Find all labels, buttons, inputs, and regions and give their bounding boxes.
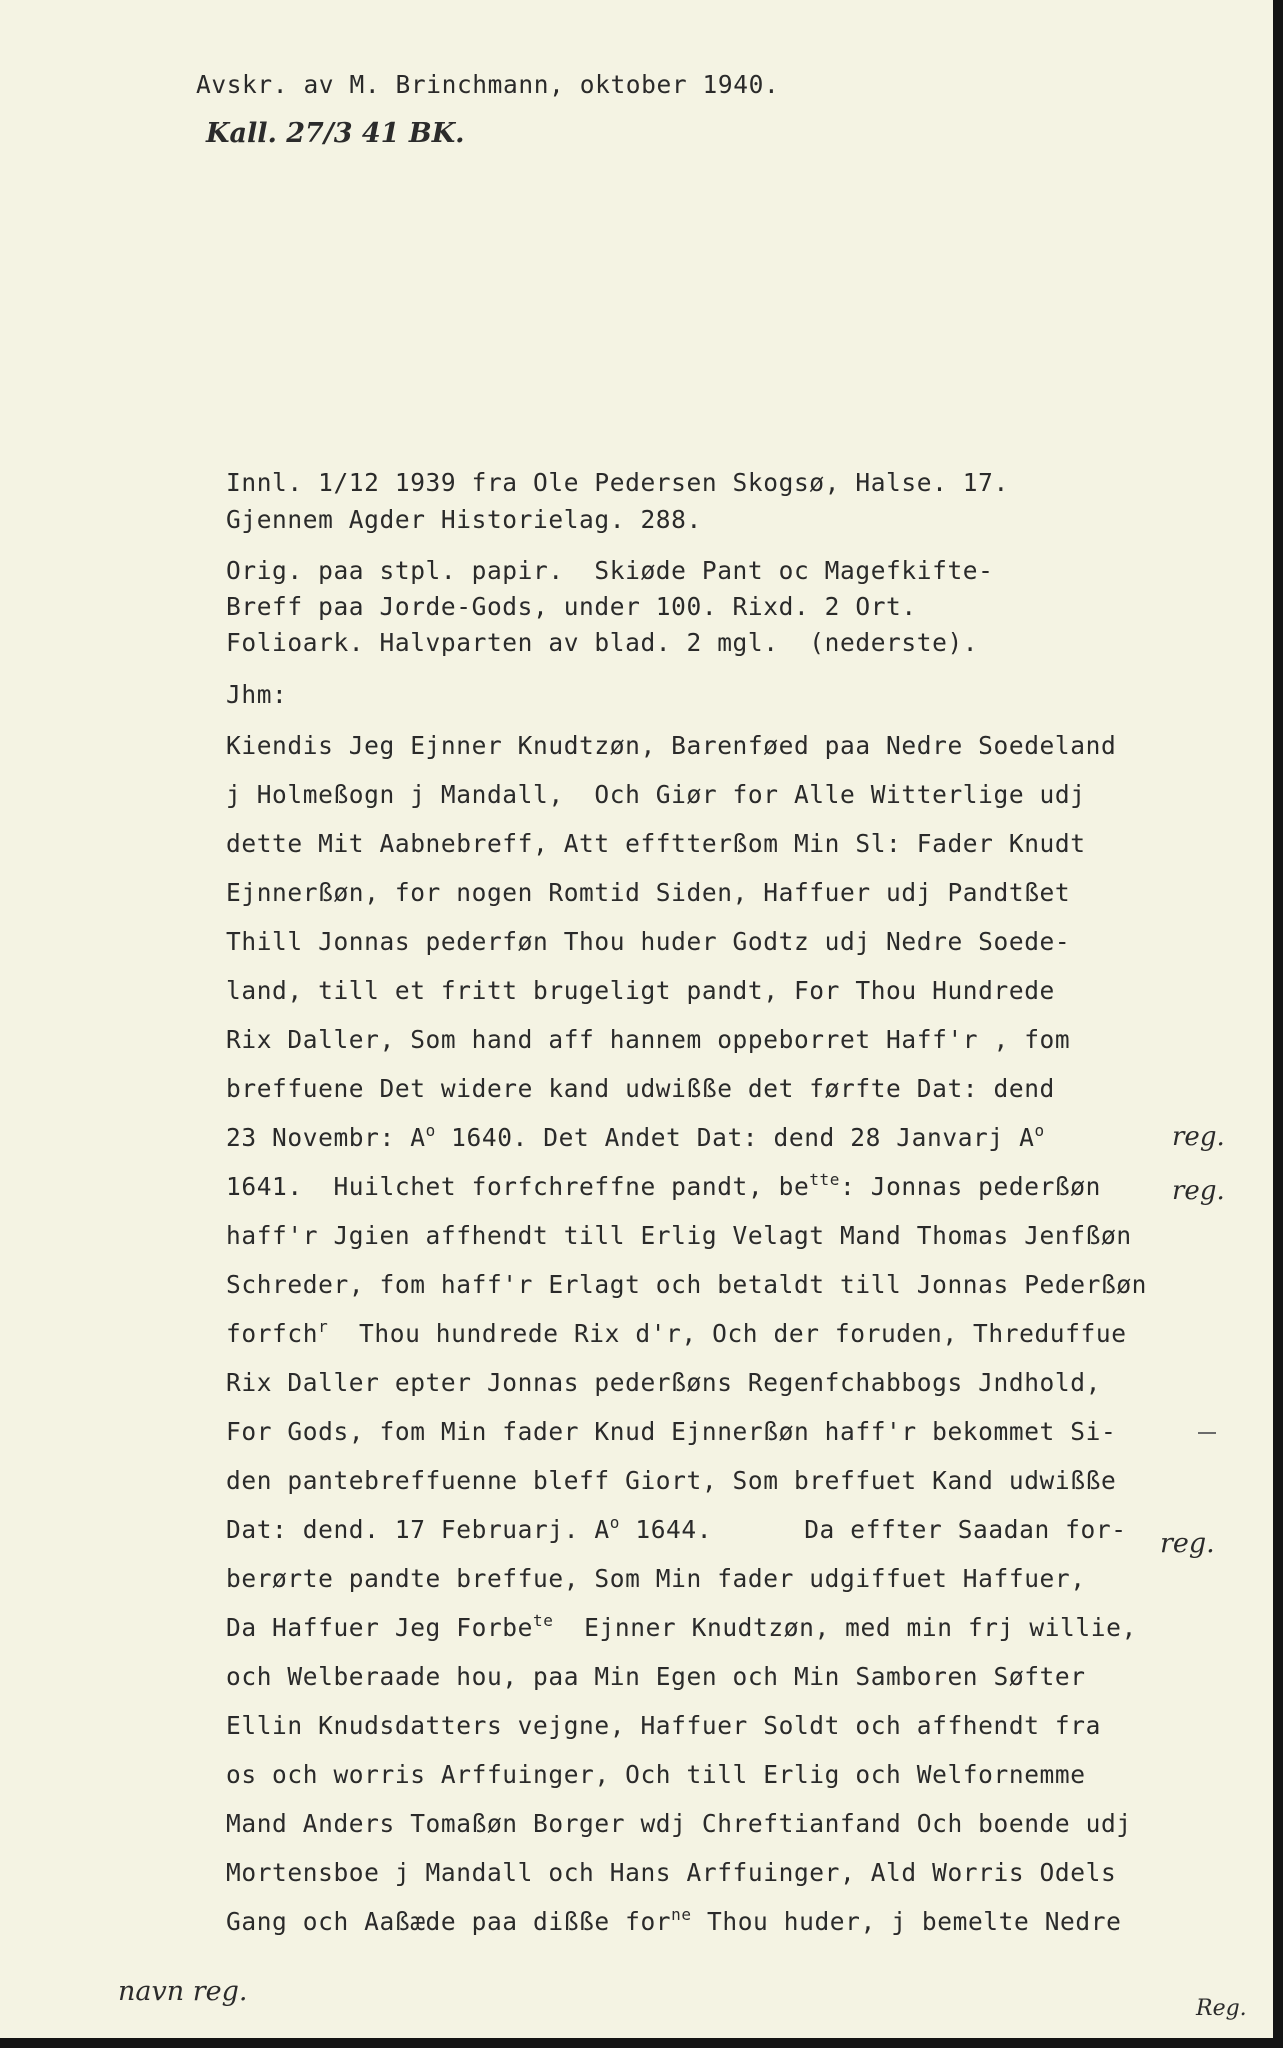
body-line: breffuene Det widere kand udwißße det førfte Dat: dend bbox=[226, 1074, 1055, 1103]
text-segment: Da Haffuer Jeg Forbe bbox=[226, 1613, 534, 1642]
body-line: Mortensboe j Mandall och Hans Arffuinger, Ald Worris Odels bbox=[226, 1858, 1117, 1887]
original-description-line-2: Breff paa Jorde-Gods, under 100. Rixd. 2 Ort. bbox=[226, 592, 917, 621]
jhm-label: Jhm: bbox=[226, 680, 288, 709]
text-segment: 1641. Huilchet forfchreffne pandt, be bbox=[226, 1172, 810, 1201]
superscript: r bbox=[318, 1317, 329, 1336]
body-line: Ejnnerßøn, for nogen Romtid Siden, Haffuer udj Pandtßet bbox=[226, 878, 1071, 907]
body-line: os och worris Arffuinger, Och till Erlig och Welfornemme bbox=[226, 1760, 1086, 1789]
original-description-line-3: Folioark. Halvparten av blad. 2 mgl. (nederste). bbox=[226, 628, 979, 657]
body-line: For Gods, fom Min fader Knud Ejnnerßøn haff'r bekommet Si- bbox=[226, 1417, 1117, 1446]
via-note: Gjennem Agder Historielag. 288. bbox=[226, 505, 702, 534]
receipt-note: Innl. 1/12 1939 fra Ole Pedersen Skogsø, Halse. 17. bbox=[226, 468, 1009, 497]
text-segment: forfch bbox=[226, 1319, 319, 1348]
handwritten-collation-note: Kall. 27/3 41 BK. bbox=[206, 118, 465, 149]
body-line: dette Mit Aabnebreff, Att efftterßom Min Sl: Fader Knudt bbox=[226, 829, 1086, 858]
margin-note-reg: reg. bbox=[1160, 1528, 1215, 1559]
body-line: Kiendis Jeg Ejnner Knudtzøn, Barenføed paa Nedre Soedeland bbox=[226, 731, 1117, 760]
original-description-line-1: Orig. paa stpl. papir. Skiøde Pant oc Magefkifte- bbox=[226, 556, 994, 585]
margin-dash-mark bbox=[1198, 1432, 1216, 1434]
body-line bbox=[226, 1123, 1045, 1153]
body-line: j Holmeßogn j Mandall, Och Giør for Alle Witterlige udj bbox=[226, 780, 1086, 809]
margin-note-reg: reg. bbox=[1172, 1122, 1225, 1152]
superscript: o bbox=[1034, 1121, 1045, 1140]
superscript: ne bbox=[671, 1905, 692, 1924]
body-line bbox=[226, 1907, 1121, 1937]
body-line: berørte pandte breffue, Som Min fader udgiffuet Haffuer, bbox=[226, 1564, 1086, 1593]
transcription-header: Avskr. av M. Brinchmann, oktober 1940. bbox=[196, 70, 780, 99]
body-line: Schreder, fom haff'r Erlagt och betaldt till Jonnas Pederßøn bbox=[226, 1270, 1148, 1299]
text-segment: Dat: dend. 17 Februarj. A bbox=[226, 1515, 610, 1544]
body-line: och Welberaade hou, paa Min Egen och Min Samboren Søfter bbox=[226, 1662, 1086, 1691]
margin-note-reg: reg. bbox=[1172, 1176, 1225, 1206]
body-line: land, till et fritt brugeligt pandt, For Thou Hundrede bbox=[226, 976, 1055, 1005]
body-line bbox=[226, 1319, 1127, 1349]
superscript: te bbox=[533, 1611, 554, 1630]
text-segment: 23 Novembr: A bbox=[226, 1123, 426, 1152]
body-line: Ellin Knudsdatters vejgne, Haffuer Soldt och affhendt fra bbox=[226, 1711, 1101, 1740]
body-line: den pantebreffuenne bleff Giort, Som breffuet Kand udwißße bbox=[226, 1466, 1117, 1495]
body-line bbox=[226, 1515, 1127, 1545]
body-line: Mand Anders Tomaßøn Borger wdj Chreftianfand Och boende udj bbox=[226, 1809, 1132, 1838]
margin-note-register: Reg. bbox=[1196, 1996, 1247, 2021]
body-line bbox=[226, 1172, 1101, 1202]
superscript: tte bbox=[809, 1170, 841, 1189]
superscript: o bbox=[609, 1513, 620, 1532]
body-line: Thill Jonnas pederføn Thou huder Godtz udj Nedre Soede- bbox=[226, 927, 1071, 956]
text-segment: 1644. Da effter Saadan for- bbox=[620, 1515, 1127, 1544]
superscript: o bbox=[425, 1121, 436, 1140]
text-segment: 1640. Det Andet Dat: dend 28 Janvarj A bbox=[435, 1123, 1035, 1152]
margin-note-name-register: navn reg. bbox=[118, 1976, 248, 2007]
text-segment: Thou hundrede Rix d'r, Och der foruden, Threduffue bbox=[328, 1319, 1127, 1348]
text-segment: Ejnner Knudtzøn, med min frj willie, bbox=[553, 1613, 1137, 1642]
body-line: Rix Daller, Som hand aff hannem oppeborret Haff'r , fom bbox=[226, 1025, 1071, 1054]
body-line: haff'r Jgien affhendt till Erlig Velagt Mand Thomas Jenfßøn bbox=[226, 1221, 1132, 1250]
body-line: Rix Daller epter Jonnas pederßøns Regenfchabbogs Jndhold, bbox=[226, 1368, 1101, 1397]
text-segment: : Jonnas pederßøn bbox=[840, 1172, 1101, 1201]
text-segment: Thou huder, j bemelte Nedre bbox=[691, 1907, 1122, 1936]
body-line bbox=[226, 1613, 1137, 1643]
text-segment: Gang och Aaßæde paa dißße for bbox=[226, 1907, 672, 1936]
